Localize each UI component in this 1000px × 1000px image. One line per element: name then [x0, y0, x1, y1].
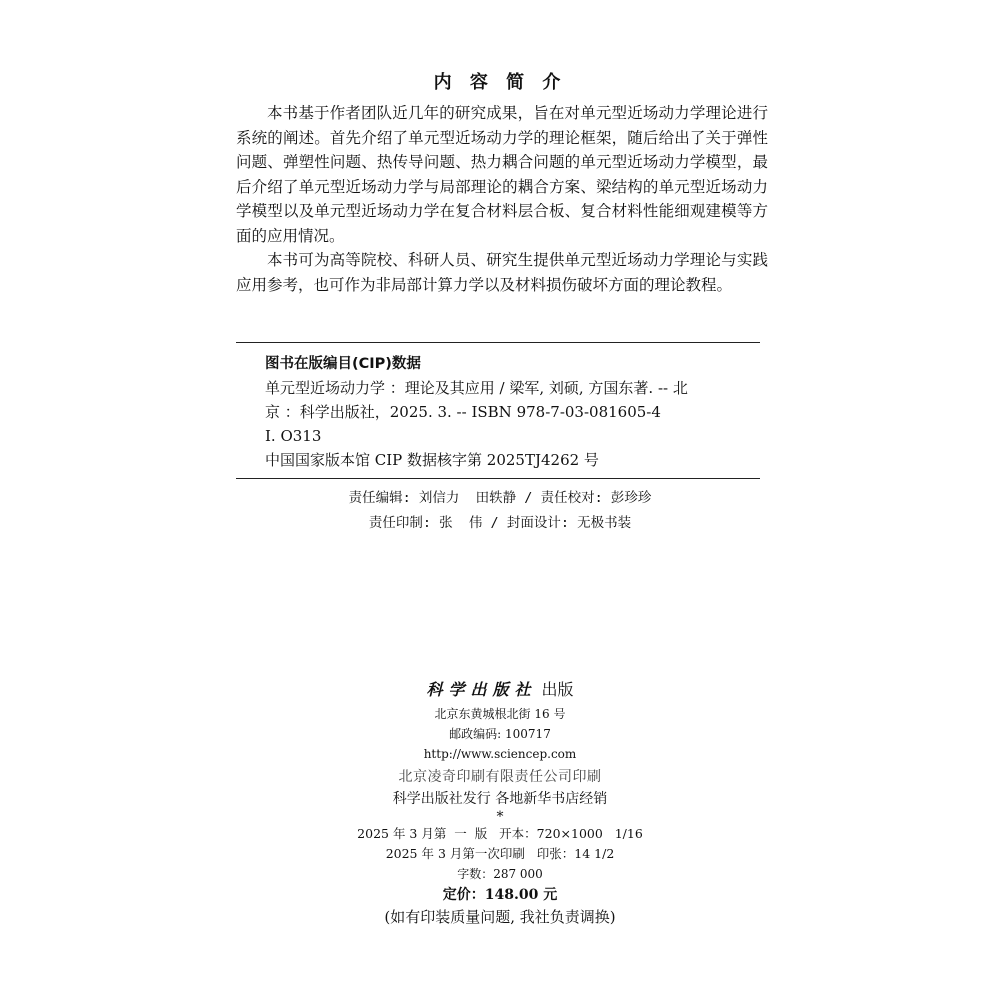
distributor: 科学出版社发行 各地新华书店经销 — [392, 791, 608, 807]
quality-notice: (如有印装质量问题, 我社负责调换) — [384, 908, 616, 926]
intro-paragraph: 本书可为高等院校、科研人员、研究生提供单元型近场动力学理论与实践应用参考，也可作为非局部计算力学以及材料损伤破坏方面的理论教程。 — [236, 251, 768, 294]
cip-entry-line: 单元型近场动力学 ：理论及其应用 / 梁军, 刘硕, 方国东著. -- 北 — [265, 379, 688, 397]
credits-line: 责任印制: 张 伟 / 封面设计: 无极书装 — [368, 515, 632, 531]
cip-data-number: 中国国家版本馆 CIP 数据核字第 2025TJ4262 号 — [265, 451, 599, 469]
divider-line — [236, 478, 760, 479]
printing-info: 2025 年 3 月第一次印刷 印张：14 1/2 — [385, 846, 615, 861]
publisher-line — [0, 678, 1000, 702]
divider-line — [236, 342, 760, 343]
publisher-logo: 科学出版社 — [426, 680, 537, 699]
cip-data-block — [265, 352, 765, 472]
imprint-block — [0, 678, 1000, 928]
price: 定价：148.00 元 — [442, 887, 558, 903]
word-count: 字数：287 000 — [457, 867, 543, 881]
intro-paragraph: 本书基于作者团队近几年的研究成果，旨在对单元型近场动力学理论进行系统的阐述。首先介绍了单元型近场动力学的理论框架，随后给出了关于弹性问题、弹塑性问题、热传导问题、热力耦合问题的单元型近场动力学模型，最后介绍了单元型近场动力学与局部理论的耦合方案、梁结构的单元型近场动力学模型以及单元型近场动力学在复合材料层合板、复合材料性能细观建模等方面的应用情况。 — [236, 104, 768, 245]
page-title: 内 容 简 介 — [433, 72, 567, 93]
printer: 北京凌奇印刷有限责任公司印刷 — [398, 769, 602, 785]
cip-entry-line: 京 ：科学出版社，2025. 3. -- ISBN 978-7-03-081605-4 — [265, 403, 661, 421]
editorial-credits — [0, 486, 1000, 536]
separator-star: * — [496, 809, 504, 825]
publisher-address: 北京东黄城根北街 16 号 — [434, 707, 566, 721]
book-introduction — [236, 101, 768, 297]
cip-classification: Ⅰ. O313 — [265, 427, 322, 445]
edition-info: 2025 年 3 月第 一 版 开本：720×1000 1/16 — [357, 826, 643, 841]
publisher-suffix: 出版 — [541, 680, 574, 699]
credits-line: 责任编辑: 刘信力 田轶静 / 责任校对: 彭珍珍 — [348, 490, 652, 506]
publisher-url: http://www.sciencep.com — [423, 747, 577, 761]
postcode: 邮政编码: 100717 — [449, 727, 551, 741]
cip-heading: 图书在版编目(CIP)数据 — [265, 356, 421, 372]
